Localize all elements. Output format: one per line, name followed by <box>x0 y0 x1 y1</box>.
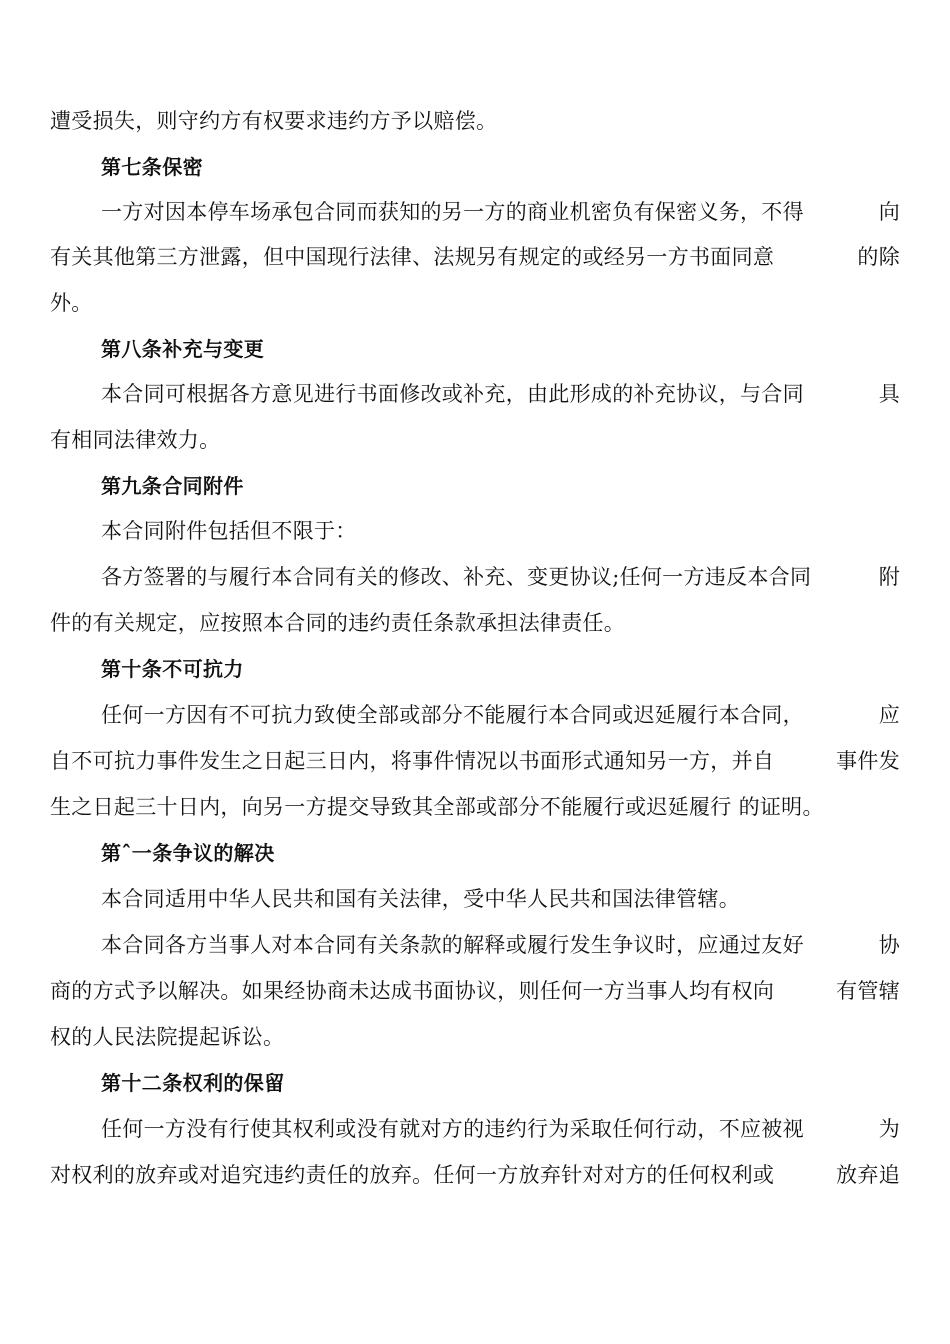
line-segment: 具 <box>878 382 900 406</box>
line-segment: 本合同可根据各方意见进行书面修改或补充，由此形成的补充协议，与合同 <box>101 382 804 406</box>
section-heading: 第七条保密 <box>101 155 203 179</box>
section-heading: 第ˆ一条争议的解决 <box>101 841 275 865</box>
line-segment: 附 <box>878 565 900 589</box>
paragraph-line <box>101 379 900 409</box>
line-segment: 应 <box>878 703 900 727</box>
line-segment: 向 <box>878 200 900 224</box>
section-heading: 第九条合同附件 <box>101 474 244 498</box>
line-segment: 对权利的放弃或对追究违约责任的放弃。任何一方放弃针对对方的任何权利或 <box>50 1163 775 1187</box>
line-segment: 协 <box>878 933 900 957</box>
paragraph-line: 有相同法律效力。 <box>50 428 221 452</box>
section-heading: 第八条补充与变更 <box>101 337 265 361</box>
paragraph-line <box>50 242 900 272</box>
line-segment: 任何一方没有行使其权利或没有就对方的违约行为采取任何行动，不应被视 <box>101 1117 804 1141</box>
paragraph-line <box>50 976 900 1006</box>
line-segment: 有关其他第三方泄露，但中国现行法律、法规另有规定的或经另一方书面同意 <box>50 245 775 269</box>
paragraph-line <box>101 700 900 730</box>
paragraph-line <box>101 1114 900 1144</box>
paragraph-line <box>50 746 900 776</box>
paragraph-line <box>50 1160 900 1190</box>
line-segment: 一方对因本停车场承包合同而获知的另一方的商业机密负有保密义务，不得 <box>101 200 804 224</box>
line-segment: 有管辖 <box>836 979 900 1003</box>
paragraph-line: 遭受损失，则守约方有权要求违约方予以赔偿。 <box>50 109 498 133</box>
line-segment: 自不可抗力事件发生之日起三日内，将事件情况以书面形式通知另一方，并自 <box>50 749 775 773</box>
paragraph-line: 件的有关规定，应按照本合同的违约责任条款承担法律责任。 <box>50 611 626 635</box>
section-heading: 第十二条权利的保留 <box>101 1071 285 1095</box>
line-segment: 本合同各方当事人对本合同有关条款的解释或履行发生争议时，应通过友好 <box>101 933 804 957</box>
paragraph-line <box>101 562 900 592</box>
line-segment: 任何一方因有不可抗力致使全部或部分不能履行本合同或迟延履行本合同， <box>101 703 804 727</box>
paragraph-line: 外。 <box>50 291 93 315</box>
section-heading: 第十条不可抗力 <box>101 657 244 681</box>
line-segment: 商的方式予以解决。如果经协商未达成书面协议，则任何一方当事人均有权向 <box>50 979 775 1003</box>
paragraph-line: 权的人民法院提起诉讼。 <box>50 1025 285 1049</box>
paragraph-line <box>101 930 900 960</box>
line-segment: 各方签署的与履行本合同有关的修改、补充、变更协议;任何一方违反本合同 <box>101 565 812 589</box>
line-segment: 的除 <box>857 245 900 269</box>
paragraph-line: 本合同附件包括但不限于： <box>101 519 357 543</box>
line-segment: 事件发 <box>836 749 900 773</box>
paragraph-line: 生之日起三十日内，向另一方提交导致其全部或部分不能履行或迟延履行 的证明。 <box>50 795 824 819</box>
line-segment: 为 <box>878 1117 900 1141</box>
paragraph-line: 本合同适用中华人民共和国有关法律，受中华人民共和国法律管辖。 <box>101 887 740 911</box>
paragraph-line <box>101 197 900 227</box>
line-segment: 放弃追 <box>836 1163 900 1187</box>
